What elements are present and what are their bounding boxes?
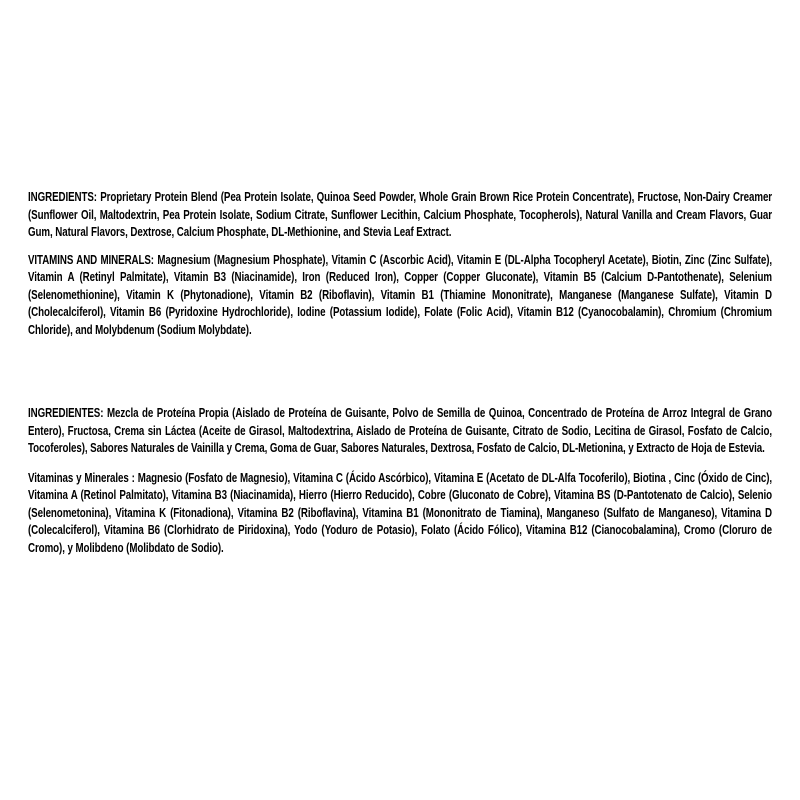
english-label-section <box>28 188 772 338</box>
ingredients-es-paragraph <box>28 404 772 457</box>
vitamins-es-body: Magnesio (Fosfato de Magnesio), Vitamina C (Ácido Ascórbico), Vitamina E (Acetato de DL-Alfa Tocoferilo), Biotina , Cinc (Óxido de Cinc), Vitamina A (Retinol Palmitato), Vitamina B3 (Niacinamida), Hierro (Hierro Reducido), Cobre (Gluconato de Cobre), Vitamina BS (D-Pantotenato de Calcio), Selenio (Selenometonina), Vitamina K (Fitonadiona), Vitamina B2 (Riboflavina), Vitamina B1 (Mononitrato de Tiamina), Manganeso (Sulfato de Manganeso), Vitamina D (Colecalciferol), Vitamina B6 (Clorhidrato de Piridoxina), Yodo (Yoduro de Potasio), Folato (Ácido Fólico), Vitamina B12 (Cianocobalamina), Cromo (Cloruro de Cromo), y Molibdeno (Molibdato de Sodio). <box>28 469 773 555</box>
ingredients-en-paragraph <box>28 188 772 241</box>
ingredients-en-body: Proprietary Protein Blend (Pea Protein Isolate, Quinoa Seed Powder, Whole Grain Brown Rice Protein Concentrate), Fructose, Non-Dairy Creamer (Sunflower Oil, Maltodextrin, Pea Protein Isolate, Sodium Citrate, Sunflower Lecithin, Calcium Phosphate, Tocopherols), Natural Vanilla and Cream Flavors, Guar Gum, Natural Flavors, Dextrose, Calcium Phosphate, DL-Methionine, and Stevia Leaf Extract. <box>28 189 773 239</box>
vitamins-es-heading: Vitaminas y Minerales : <box>28 469 135 485</box>
ingredients-en-heading: INGREDIENTS: <box>28 189 97 204</box>
vitamins-en-paragraph <box>28 251 772 339</box>
ingredients-es-body: Mezcla de Proteína Propia (Aislado de Proteína de Guisante, Polvo de Semilla de Quinoa, Concentrado de Proteína de Arroz Integral de Grano Entero), Fructosa, Crema sin Láctea (Aceite de Girasol, Maltodextrina, Aislado de Proteína de Guisante, Citrato de Sodio, Lecitina de Girasol, Fosfato de Calcio, Tocoferoles), Sabores Naturales de Vainilla y Crema, Goma de Guar, Sabores Naturales, Dextrosa, Fosfato de Calcio, DL-Metionina, y Extracto de Hoja de Estevia. <box>28 405 772 455</box>
ingredients-es-heading: INGREDIENTES: <box>28 405 104 420</box>
vitamins-en-heading: VITAMINS AND MINERALS: <box>28 251 154 267</box>
spanish-label-section <box>28 404 772 556</box>
vitamins-en-body: Magnesium (Magnesium Phosphate), Vitamin C (Ascorbic Acid), Vitamin E (DL-Alpha Tocopheryl Acetate), Biotin, Zinc (Zinc Sulfate), Vitamin A (Retinyl Palmitate), Vitamin B3 (Niacinamide), Iron (Reduced Iron), Copper (Copper Gluconate), Vitamin B5 (Calcium D-Pantothenate), Selenium (Selenomethionine), Vitamin K (Phytonadione), Vitamin B2 (Riboflavin), Vitamin B1 (Thiamine Mononitrate), Manganese (Manganese Sulfate), Vitamin D (Cholecalciferol), Vitamin B6 (Pyridoxine Hydrochloride), Iodine (Potassium Iodide), Folate (Folic Acid), Vitamin B12 (Cyanocobalamin), Chromium (Chromium Chloride), and Molybdenum (Sodium Molybdate). <box>28 251 772 337</box>
vitamins-es-paragraph <box>28 469 772 557</box>
